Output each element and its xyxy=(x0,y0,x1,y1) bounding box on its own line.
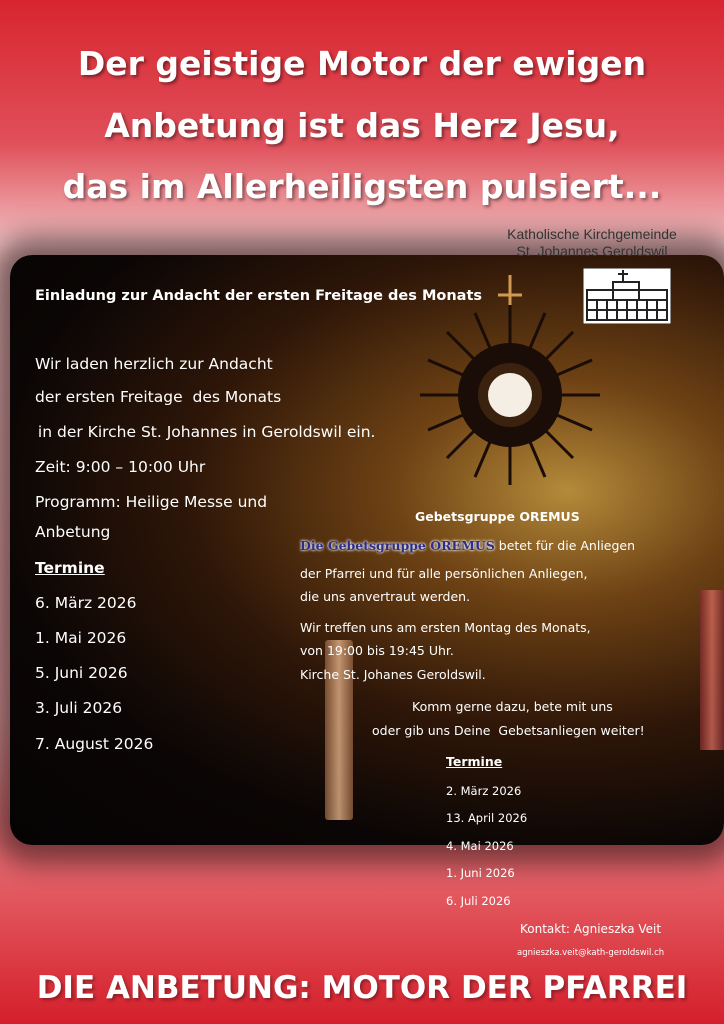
oremus-group-name: Die Gebetsgruppe OREMUS xyxy=(300,538,495,553)
oremus-heading: Gebetsgruppe OREMUS xyxy=(415,509,580,524)
oremus-intro-line-2: der Pfarrei und für alle persönlichen Anliegen, xyxy=(300,566,588,581)
oremus-intro-line-3: die uns anvertraut werden. xyxy=(300,589,471,604)
oremus-invite-line-2: oder gib uns Deine Gebetsanliegen weiter! xyxy=(372,723,645,738)
invitation-date-item: 1. Mai 2026 xyxy=(35,629,127,647)
headline-line-1: Der geistige Motor der ewigen xyxy=(77,44,647,83)
church-logo xyxy=(583,268,671,324)
headline-line-2: Anbetung ist das Herz Jesu, xyxy=(104,106,620,145)
oremus-date-item: 2. März 2026 xyxy=(446,784,522,798)
oremus-meeting-line-3: Kirche St. Johanes Geroldswil. xyxy=(300,667,486,682)
bottom-title: DIE ANBETUNG: MOTOR DER PFARREI xyxy=(36,970,688,1006)
invitation-date-item: 7. August 2026 xyxy=(35,735,154,753)
oremus-intro-text: betet für die Anliegen xyxy=(494,538,636,553)
oremus-meeting-line-2: von 19:00 bis 19:45 Uhr. xyxy=(300,643,454,658)
contact-email-link[interactable]: agnieszka.veit@kath-geroldswil.ch xyxy=(517,948,665,958)
parish-line-2: St. Johannes Geroldswil xyxy=(516,243,668,259)
oremus-meeting-line-1: Wir treffen uns am ersten Montag des Monats, xyxy=(300,620,591,635)
oremus-invite-line-1: Komm gerne dazu, bete mit uns xyxy=(412,699,613,714)
headline-line-3: das im Allerheiligsten pulsiert... xyxy=(62,167,662,206)
oremus-dates-label: Termine xyxy=(446,754,503,769)
invitation-program-line-2: Anbetung xyxy=(35,523,111,541)
oremus-intro-line-1 xyxy=(300,538,635,553)
invitation-dates-label: Termine xyxy=(35,559,105,577)
invitation-title: Einladung zur Andacht der ersten Freitage des Monats xyxy=(35,288,483,304)
invitation-time: Zeit: 9:00 – 10:00 Uhr xyxy=(35,458,206,476)
invitation-program-line-1: Programm: Heilige Messe und xyxy=(35,493,268,511)
oremus-date-item: 13. April 2026 xyxy=(446,811,528,825)
invitation-body-line-1: Wir laden herzlich zur Andacht xyxy=(35,355,273,373)
parish-line-1: Katholische Kirchgemeinde xyxy=(507,226,677,242)
invitation-date-item: 5. Juni 2026 xyxy=(35,664,128,682)
invitation-date-item: 6. März 2026 xyxy=(35,594,137,612)
invitation-body-line-3: in der Kirche St. Johannes in Geroldswil ein. xyxy=(33,423,376,441)
oremus-date-item: 1. Juni 2026 xyxy=(446,866,515,880)
contact-name: Kontakt: Agnieszka Veit xyxy=(520,922,662,936)
invitation-date-item: 3. Juli 2026 xyxy=(35,699,123,717)
oremus-date-item: 6. Juli 2026 xyxy=(446,894,511,908)
oremus-date-item: 4. Mai 2026 xyxy=(446,839,514,853)
invitation-body-line-2: der ersten Freitage des Monats xyxy=(35,388,282,406)
parish-name xyxy=(482,226,702,260)
candle-right-image xyxy=(700,590,724,750)
